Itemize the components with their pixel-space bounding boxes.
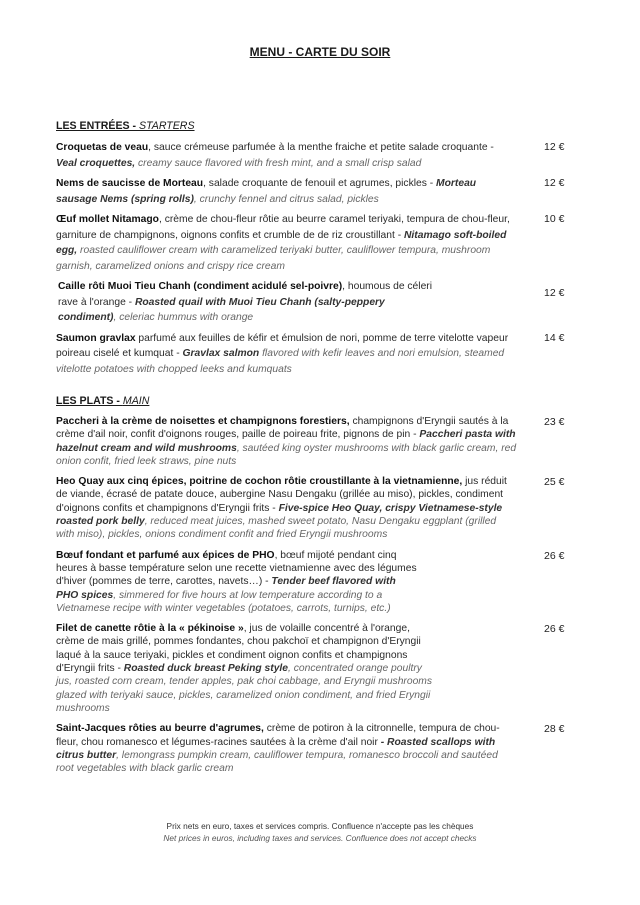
section-heading-en: MAIN	[122, 395, 150, 407]
dish-description-fr: , crème de chou-fleur rôtie au beurre caramel teriyaki, tempura de chou-fleur, garniture de champignons, oignons confits et crumble de de riz croustillant -	[56, 214, 510, 241]
dish-description-fr: , houmous de céleri rave à l'orange -	[58, 281, 433, 308]
footer-note-fr: Prix nets en euro, taxes et services compris. Confluence n'accepte pas les chèques	[166, 821, 474, 832]
dish-description-fr: , sauce crémeuse parfumée à la menthe fraiche et petite salade croquante -	[148, 142, 494, 153]
dish-description-en: , lemongrass pumpkin cream, cauliflower tempura, romanesco broccoli and sautéed root vegetables with black garlic cream	[56, 749, 498, 775]
dish-price: 10 €	[544, 213, 565, 225]
dish-price: 12 €	[544, 177, 565, 189]
dish-name-en: Nitamago soft-boiled egg,	[56, 229, 507, 256]
menu-item	[56, 415, 518, 468]
menu-row	[56, 176, 570, 207]
dish-name-en: Five-spice Heo Quay, crispy Vietnamese-style roasted pork belly	[56, 502, 503, 528]
menu-row	[56, 722, 570, 775]
menu-item	[56, 212, 512, 274]
dish-description-en: , celeriac hummus with orange	[113, 312, 254, 323]
menu-content	[56, 120, 570, 844]
dish-description-fr: champignons d'Eryngii sautés à la crème d'ail noir, confit d'oignons rouges, paille de poireau frite, pignons de pin -	[56, 416, 509, 441]
dish-description-en: , reduced meat juices, mashed sweet potato, Nasu Dengaku eggplant (grilled with miso), pickles, onions condiment confit and fried Eryngii mushrooms	[56, 516, 497, 541]
menu-row	[56, 622, 570, 715]
dish-name-en: Gravlax salmon	[182, 348, 260, 359]
section-heading-fr: LES PLATS -	[56, 395, 123, 407]
dish-description-fr: jus réduit de viande, écrasé de patate douce, aubergine Nasu Dengaku (grillée au miso), pickles, condiment d'oignons confits et champignons d'Eryngii frits -	[56, 476, 507, 514]
dish-description-fr: crème de potiron à la citronnelle, tempura de chou-fleur, chou romanesco et légumes-racines sautées à la crème d'ail noir	[56, 723, 500, 748]
dish-description-fr: parfumé aux feuilles de kéfir et émulsion de nori, pomme de terre vitelotte vapeur poireau ciselé et kumquat -	[56, 332, 509, 359]
footer-note-en: Net prices in euros, including taxes and services. Confluence does not accept checks	[163, 833, 477, 844]
section-heading-fr: LES ENTRÉES -	[56, 120, 139, 132]
starters-list	[56, 140, 570, 377]
menu-item	[56, 140, 512, 171]
dish-price: 23 €	[544, 416, 565, 428]
dish-price: 12 €	[544, 141, 565, 153]
dish-description-en: , sautéed king oyster mushrooms with black garlic cream, red onion confit, fried leek straws, pine nuts	[56, 442, 517, 467]
dish-name-en: Veal croquettes,	[56, 157, 136, 169]
dish-description-en: flavored with kefir leaves and nori emulsion, steamed vitelotte potatoes with chopped leeks and kumquats	[56, 348, 505, 375]
menu-row	[56, 549, 570, 615]
dish-price: 25 €	[544, 476, 565, 489]
dish-description-en: creamy sauce flavored with fresh mint, and a small crisp salad	[135, 157, 422, 169]
dish-name: Filet de canette rôtie à la « pékinoise »	[56, 623, 244, 635]
dish-name: Nems de saucisse de Morteau	[56, 178, 204, 189]
menu-row	[56, 140, 570, 171]
dish-name: Caille rôti Muoi Tieu Chanh (condiment acidulé sel-poivre)	[58, 281, 343, 292]
dish-name-en: Tender beef flavored with PHO spices	[56, 576, 396, 601]
dish-name-en: Roasted duck breast Peking style	[123, 663, 289, 675]
menu-row	[56, 279, 570, 326]
footer	[0, 820, 640, 844]
dish-name: Saumon gravlax	[56, 332, 136, 344]
menu-item	[58, 279, 438, 326]
section-heading-en: STARTERS	[139, 120, 195, 132]
menu-item	[56, 622, 434, 715]
mains-list	[56, 415, 570, 775]
menu-row	[56, 331, 570, 378]
dish-price: 28 €	[544, 723, 565, 736]
dish-description-en: , simmered for five hours at low temperature according to a Vietnamese recipe with winter vegetables (potatoes, carrots, turnips, etc.)	[56, 589, 391, 614]
menu-row	[56, 212, 570, 274]
dish-description-fr: , bœuf mijoté pendant cinq heures à basse température selon une recette vietnamienne avec des légumes d'hiver (pommes de terre, carottes, navets…) -	[56, 549, 417, 588]
dish-name: Heo Quay aux cinq épices, poitrine de cochon rôtie croustillante à la vietnamienne,	[56, 476, 463, 488]
dish-price: 14 €	[544, 331, 565, 344]
dish-description-en: roasted cauliflower cream with caramelized teriyaki butter, cauliflower tempura, mushroom garnish, caramelized onions and crispy rice cream	[56, 245, 491, 272]
dish-price: 26 €	[544, 623, 565, 636]
menu-row	[56, 475, 570, 541]
menu-item	[56, 331, 512, 378]
dish-name-en: Paccheri pasta with hazelnut cream and wild mushrooms	[56, 429, 516, 454]
menu-row	[56, 415, 570, 468]
dish-description-fr: , salade croquante de fenouil et agrumes, pickles -	[203, 178, 437, 189]
dish-price: 26 €	[544, 549, 565, 562]
dish-name: Paccheri à la crème de noisettes et champignons forestiers,	[56, 416, 350, 427]
dish-name: Bœuf fondant et parfumé aux épices de PHO	[56, 549, 275, 561]
dish-name: Saint-Jacques rôties au beurre d'agrumes,	[56, 723, 264, 735]
menu-item	[56, 176, 512, 207]
dish-name: Croquetas de veau	[56, 142, 149, 153]
section-heading-starters	[56, 120, 570, 133]
page-title: MENU - CARTE DU SOIR	[249, 45, 391, 59]
dish-description-fr: , jus de volaille concentré à l'orange, crème de mais grillé, pommes fondantes, chou pakchoï et champignon d'Eryngii laqué à la sauce teriyaki, pickles et condiment oignon confits et champignons d'Eryngii frits -	[56, 623, 421, 675]
dish-description-en: , crunchy fennel and citrus salad, pickles	[193, 193, 379, 205]
dish-name-en: Morteau sausage Nems (spring rolls)	[56, 178, 477, 205]
dish-name-en: - Roasted scallops with citrus butter	[56, 736, 496, 761]
menu-item	[56, 475, 512, 541]
dish-price: 12 €	[544, 287, 565, 299]
dish-name-en: Roasted quail with Muoi Tieu Chanh (salty-peppery condiment)	[58, 296, 385, 323]
dish-name: Œuf mollet Nitamago	[56, 214, 159, 225]
menu-item	[56, 549, 418, 615]
section-heading-mains	[56, 395, 570, 408]
menu-item	[56, 722, 506, 775]
dish-description-en: , concentrated orange poultry jus, roasted corn cream, tender apples, pak choi cabbage, and Eryngii mushrooms glazed with teriyaki sauce, pickles, caramelized onion condiment, and fried Eryngii mushrooms	[56, 663, 433, 714]
